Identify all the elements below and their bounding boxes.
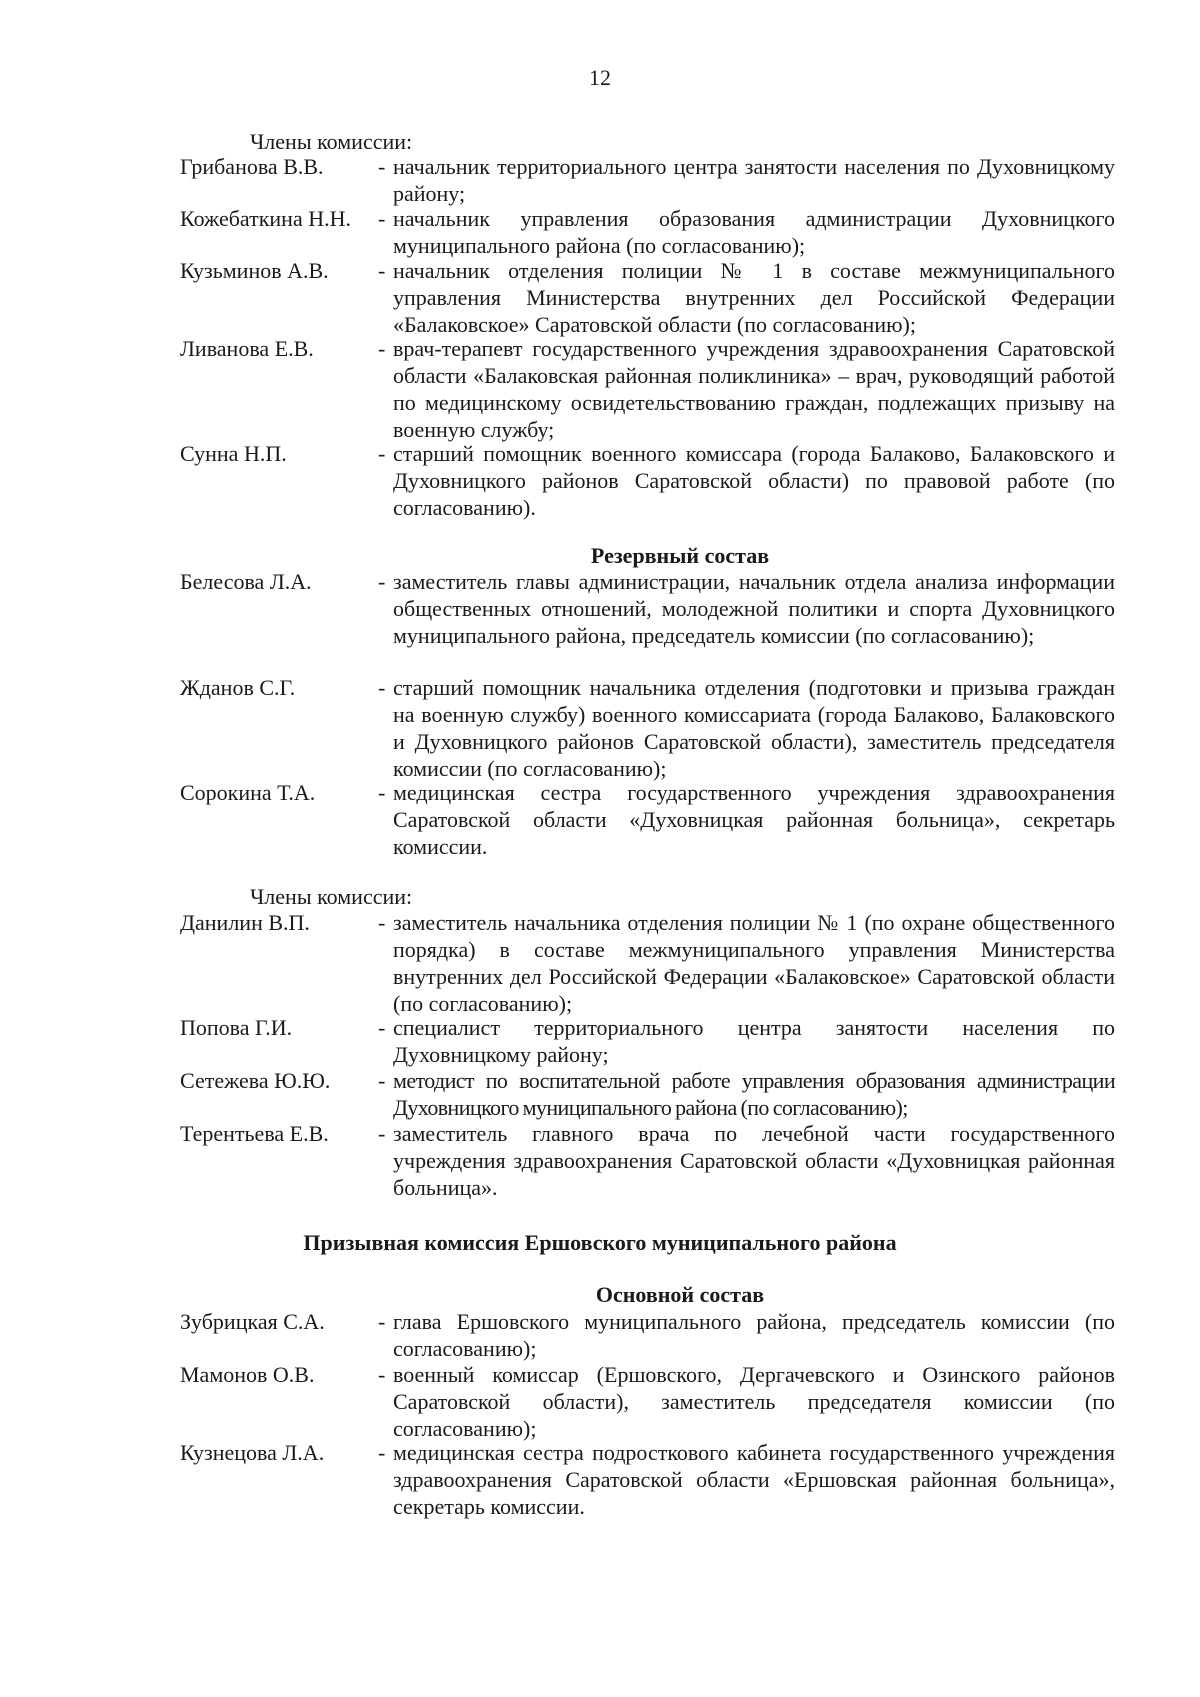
dash: - [378, 1362, 386, 1387]
member-name: Жданов С.Г. [180, 675, 296, 700]
member-name: Сорокина Т.А. [180, 780, 316, 805]
member-entry [180, 909, 1115, 1017]
member-name: Ливанова Е.В. [180, 336, 314, 361]
member-role: старший помощник военного комиссара (города Балаково, Балаковского и Духовницкого районов Саратовской области) по правовой работе (по согласованию). [393, 441, 1115, 520]
section-heading-main: Основной состав [595, 1282, 765, 1307]
member-entry [180, 1014, 1115, 1068]
member-name: Сунна Н.П. [180, 441, 287, 466]
member-role: заместитель начальника отделения полиции № 1 (по охране общественного порядка) в составе межмуниципального управления Министерства внутренних дел Российской Федерации «Балаковское» Саратовской области (по согласованию); [393, 910, 1115, 1016]
member-role: медицинская сестра подросткового кабинета государственного учреждения здравоохранения Саратовской области «Ершовская районная больница», секретарь комиссии. [393, 1440, 1115, 1519]
dash: - [378, 910, 386, 935]
member-role: старший помощник начальника отделения (подготовки и призыва граждан на военную службу) военного комиссариата (города Балаково, Балаковского и Духовницкого районов Саратовской области), заместитель председателя комиссии (по согласованию); [393, 675, 1115, 781]
member-role: военный комиссар (Ершовского, Дергачевского и Озинского районов Саратовской области), заместитель председателя комиссии (по согласованию); [393, 1362, 1115, 1441]
dash: - [378, 569, 386, 594]
member-role: глава Ершовского муниципального района, председатель комиссии (по согласованию); [393, 1309, 1115, 1361]
dash: - [378, 258, 386, 283]
member-entry [180, 335, 1115, 443]
member-entry [180, 440, 1115, 521]
member-entry [180, 257, 1115, 338]
member-name: Терентьева Е.В. [180, 1121, 329, 1146]
member-role: начальник территориального центра занятости населения по Духовницкому району; [393, 154, 1115, 206]
member-name: Данилин В.П. [180, 910, 310, 935]
member-entry [180, 1067, 1115, 1121]
member-name: Кузьминов А.В. [180, 258, 329, 283]
members-label: Члены комиссии: [250, 884, 413, 909]
member-name: Мамонов О.В. [180, 1362, 315, 1387]
dash: - [378, 1440, 386, 1465]
dash: - [378, 1068, 386, 1093]
member-entry [180, 779, 1115, 860]
members-label: Члены комиссии: [250, 129, 413, 154]
member-role: специалист территориального центра занятости населения по Духовницкому району; [393, 1015, 1115, 1067]
member-role: медицинская сестра государственного учреждения здравоохранения Саратовской области «Духовницкая районная больница», секретарь комиссии. [393, 780, 1115, 859]
member-entry [180, 205, 1115, 259]
member-role: заместитель главного врача по лечебной части государственного учреждения здравоохранения Саратовской области «Духовницкая районная больница». [393, 1121, 1115, 1200]
member-entry [180, 1120, 1115, 1201]
member-name: Белесова Л.А. [180, 569, 312, 594]
commission-title: Призывная комиссия Ершовского муниципального района [303, 1230, 897, 1255]
member-role: начальник отделения полиции № 1 в составе межмуниципального управления Министерства внутренних дел Российской Федерации «Балаковское» Саратовской области (по согласованию); [393, 258, 1115, 337]
member-entry [180, 153, 1115, 207]
member-role: методист по воспитательной работе управления образования администрации Духовницкого муниципального района (по согласованию); [393, 1068, 1115, 1120]
dash: - [378, 441, 386, 466]
member-name: Сетежева Ю.Ю. [180, 1068, 331, 1093]
member-role: начальник управления образования администрации Духовницкого муниципального района (по согласованию); [393, 206, 1115, 258]
section-heading-reserve: Резервный состав [590, 543, 770, 568]
page-number: 12 [589, 65, 611, 90]
member-entry [180, 1308, 1115, 1362]
dash: - [378, 1309, 386, 1334]
dash: - [378, 206, 386, 231]
dash: - [378, 675, 386, 700]
member-name: Попова Г.И. [180, 1015, 293, 1040]
member-role: заместитель главы администрации, начальник отдела анализа информации общественных отношений, молодежной политики и спорта Духовницкого муниципального района, председатель комиссии (по согласованию); [393, 569, 1115, 648]
dash: - [378, 1015, 386, 1040]
member-entry [180, 674, 1115, 782]
member-name: Зубрицкая С.А. [180, 1309, 325, 1334]
member-name: Кожебаткина Н.Н. [180, 206, 351, 231]
member-entry [180, 568, 1115, 649]
dash: - [378, 780, 386, 805]
dash: - [378, 336, 386, 361]
member-entry [180, 1439, 1115, 1520]
member-name: Кузнецова Л.А. [180, 1440, 325, 1465]
member-name: Грибанова В.В. [180, 154, 324, 179]
member-role: врач-терапевт государственного учреждения здравоохранения Саратовской области «Балаковская районная поликлиника» – врач, руководящий работой по медицинскому освидетельствованию граждан, подлежащих призыву на военную службу; [393, 336, 1115, 442]
dash: - [378, 154, 386, 179]
dash: - [378, 1121, 386, 1146]
member-entry [180, 1361, 1115, 1442]
